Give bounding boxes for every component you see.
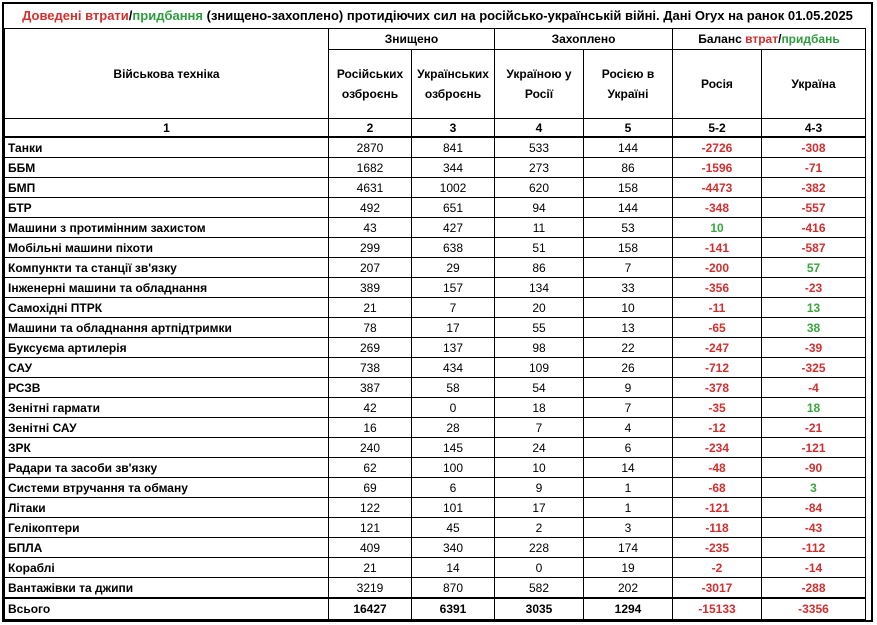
balance-russia-cell: -141 xyxy=(673,238,762,258)
header-ukrainian-arms: Українських озброєнь xyxy=(412,50,495,119)
column-number: 5-2 xyxy=(673,119,762,138)
russian-destroyed-cell: 78 xyxy=(329,318,412,338)
balance-ukraine-cell: -39 xyxy=(762,338,866,358)
column-number: 2 xyxy=(329,119,412,138)
russian-destroyed-cell: 409 xyxy=(329,538,412,558)
title-losses: Доведені втрати xyxy=(22,8,129,23)
captured-by-russia-cell: 6 xyxy=(584,438,673,458)
ukrainian-destroyed-cell: 137 xyxy=(412,338,495,358)
equipment-name: Буксуєма артилерія xyxy=(5,338,329,358)
balance-russia-cell: -48 xyxy=(673,458,762,478)
captured-by-ukraine-cell: 7 xyxy=(495,418,584,438)
table-row xyxy=(5,538,866,558)
balance-ukraine-cell: -71 xyxy=(762,158,866,178)
ukrainian-destroyed-cell: 58 xyxy=(412,378,495,398)
captured-by-russia-cell: 1294 xyxy=(584,598,673,620)
russian-destroyed-cell: 16 xyxy=(329,418,412,438)
equipment-name: ЗРК xyxy=(5,438,329,458)
balance-ukraine-cell: -84 xyxy=(762,498,866,518)
ukrainian-destroyed-cell: 427 xyxy=(412,218,495,238)
table-row xyxy=(5,458,866,478)
balance-ukraine-cell: -325 xyxy=(762,358,866,378)
russian-destroyed-cell: 4631 xyxy=(329,178,412,198)
balance-russia-cell: -15133 xyxy=(673,598,762,620)
balance-russia-cell: -3017 xyxy=(673,578,762,599)
equipment-name: Компункти та станції зв'язку xyxy=(5,258,329,278)
balance-ukraine-cell: -587 xyxy=(762,238,866,258)
captured-by-russia-cell: 3 xyxy=(584,518,673,538)
page-title xyxy=(4,4,871,28)
captured-by-russia-cell: 19 xyxy=(584,558,673,578)
title-gains: придбання xyxy=(132,8,203,23)
equipment-name: Мобільні машини піхоти xyxy=(5,238,329,258)
balance-russia-cell: 10 xyxy=(673,218,762,238)
captured-by-ukraine-cell: 54 xyxy=(495,378,584,398)
ukrainian-destroyed-cell: 870 xyxy=(412,578,495,599)
equipment-name: Машини з протимінним захистом xyxy=(5,218,329,238)
ukrainian-destroyed-cell: 6 xyxy=(412,478,495,498)
russian-destroyed-cell: 16427 xyxy=(329,598,412,620)
balance-ukraine-cell: -14 xyxy=(762,558,866,578)
balance-separator: / xyxy=(778,32,782,46)
captured-by-russia-cell: 158 xyxy=(584,238,673,258)
balance-ukraine-cell: -557 xyxy=(762,198,866,218)
balance-russia-cell: -356 xyxy=(673,278,762,298)
russian-destroyed-cell: 207 xyxy=(329,258,412,278)
captured-by-ukraine-cell: 20 xyxy=(495,298,584,318)
captured-by-russia-cell: 174 xyxy=(584,538,673,558)
balance-russia-cell: -118 xyxy=(673,518,762,538)
ukrainian-destroyed-cell: 340 xyxy=(412,538,495,558)
balance-russia-cell: -12 xyxy=(673,418,762,438)
ukrainian-destroyed-cell: 0 xyxy=(412,398,495,418)
balance-ukraine-cell: -4 xyxy=(762,378,866,398)
column-number: 4 xyxy=(495,119,584,138)
equipment-name: Кораблі xyxy=(5,558,329,578)
ukrainian-destroyed-cell: 434 xyxy=(412,358,495,378)
captured-by-russia-cell: 7 xyxy=(584,258,673,278)
table-row xyxy=(5,318,866,338)
captured-by-ukraine-cell: 533 xyxy=(495,137,584,158)
balance-prefix: Баланс xyxy=(698,32,746,46)
balance-russia-cell: -712 xyxy=(673,358,762,378)
ukrainian-destroyed-cell: 17 xyxy=(412,318,495,338)
column-number: 1 xyxy=(5,119,329,138)
equipment-name: САУ xyxy=(5,358,329,378)
russian-destroyed-cell: 62 xyxy=(329,458,412,478)
balance-ukraine-cell: 38 xyxy=(762,318,866,338)
table-body xyxy=(5,137,866,620)
column-number: 4-3 xyxy=(762,119,866,138)
russian-destroyed-cell: 299 xyxy=(329,238,412,258)
equipment-name: БТР xyxy=(5,198,329,218)
balance-ukraine-cell: -288 xyxy=(762,578,866,599)
russian-destroyed-cell: 389 xyxy=(329,278,412,298)
total-row xyxy=(5,598,866,620)
russian-destroyed-cell: 42 xyxy=(329,398,412,418)
equipment-name: Самохідні ПТРК xyxy=(5,298,329,318)
balance-gains: придбань xyxy=(781,32,840,46)
captured-by-ukraine-cell: 109 xyxy=(495,358,584,378)
balance-ukraine-cell: -121 xyxy=(762,438,866,458)
captured-by-russia-cell: 10 xyxy=(584,298,673,318)
balance-russia-cell: -234 xyxy=(673,438,762,458)
ukrainian-destroyed-cell: 29 xyxy=(412,258,495,278)
table-row xyxy=(5,378,866,398)
captured-by-russia-cell: 14 xyxy=(584,458,673,478)
captured-by-ukraine-cell: 3035 xyxy=(495,598,584,620)
balance-ukraine-cell: 13 xyxy=(762,298,866,318)
table-row xyxy=(5,478,866,498)
balance-ukraine-cell: 3 xyxy=(762,478,866,498)
captured-by-ukraine-cell: 18 xyxy=(495,398,584,418)
balance-ukraine-cell: -21 xyxy=(762,418,866,438)
balance-ukraine-cell: -43 xyxy=(762,518,866,538)
equipment-name: Зенітні САУ xyxy=(5,418,329,438)
equipment-name: Машини та обладнання артпідтримки xyxy=(5,318,329,338)
header-destroyed: Знищено xyxy=(329,29,495,50)
captured-by-ukraine-cell: 86 xyxy=(495,258,584,278)
captured-by-russia-cell: 144 xyxy=(584,198,673,218)
equipment-name: БМП xyxy=(5,178,329,198)
russian-destroyed-cell: 122 xyxy=(329,498,412,518)
balance-russia-cell: -68 xyxy=(673,478,762,498)
spreadsheet xyxy=(2,2,873,622)
header-equipment: Військова техніка xyxy=(5,29,329,119)
captured-by-ukraine-cell: 98 xyxy=(495,338,584,358)
russian-destroyed-cell: 269 xyxy=(329,338,412,358)
table-row xyxy=(5,358,866,378)
balance-russia-cell: -2726 xyxy=(673,137,762,158)
captured-by-russia-cell: 13 xyxy=(584,318,673,338)
balance-russia-cell: -2 xyxy=(673,558,762,578)
captured-by-ukraine-cell: 51 xyxy=(495,238,584,258)
captured-by-ukraine-cell: 620 xyxy=(495,178,584,198)
table-row xyxy=(5,438,866,458)
captured-by-russia-cell: 158 xyxy=(584,178,673,198)
column-number: 3 xyxy=(412,119,495,138)
russian-destroyed-cell: 738 xyxy=(329,358,412,378)
table-row xyxy=(5,398,866,418)
ukrainian-destroyed-cell: 638 xyxy=(412,238,495,258)
table-row xyxy=(5,498,866,518)
balance-russia-cell: -11 xyxy=(673,298,762,318)
russian-destroyed-cell: 21 xyxy=(329,298,412,318)
header-captured-by-russia: Росією в Україні xyxy=(584,50,673,119)
equipment-name: БПЛА xyxy=(5,538,329,558)
balance-russia-cell: -121 xyxy=(673,498,762,518)
ukrainian-destroyed-cell: 6391 xyxy=(412,598,495,620)
equipment-name: Гелікоптери xyxy=(5,518,329,538)
balance-ukraine-cell: 18 xyxy=(762,398,866,418)
equipment-name: Всього xyxy=(5,598,329,620)
russian-destroyed-cell: 387 xyxy=(329,378,412,398)
russian-destroyed-cell: 121 xyxy=(329,518,412,538)
table-row xyxy=(5,198,866,218)
ukrainian-destroyed-cell: 344 xyxy=(412,158,495,178)
captured-by-ukraine-cell: 94 xyxy=(495,198,584,218)
equipment-name: Інженерні машини та обладнання xyxy=(5,278,329,298)
equipment-name: Літаки xyxy=(5,498,329,518)
captured-by-ukraine-cell: 17 xyxy=(495,498,584,518)
table-row xyxy=(5,218,866,238)
captured-by-ukraine-cell: 55 xyxy=(495,318,584,338)
balance-ukraine-cell: -308 xyxy=(762,137,866,158)
ukrainian-destroyed-cell: 651 xyxy=(412,198,495,218)
captured-by-ukraine-cell: 582 xyxy=(495,578,584,599)
russian-destroyed-cell: 240 xyxy=(329,438,412,458)
russian-destroyed-cell: 21 xyxy=(329,558,412,578)
balance-ukraine-cell: -416 xyxy=(762,218,866,238)
balance-russia-cell: -65 xyxy=(673,318,762,338)
table-row xyxy=(5,338,866,358)
column-number-row xyxy=(5,119,866,138)
header-balance-russia: Росія xyxy=(673,50,762,119)
table-row xyxy=(5,278,866,298)
ukrainian-destroyed-cell: 145 xyxy=(412,438,495,458)
table-row xyxy=(5,298,866,318)
captured-by-russia-cell: 1 xyxy=(584,498,673,518)
column-number: 5 xyxy=(584,119,673,138)
equipment-name: ББМ xyxy=(5,158,329,178)
russian-destroyed-cell: 3219 xyxy=(329,578,412,599)
equipment-name: РСЗВ xyxy=(5,378,329,398)
captured-by-ukraine-cell: 11 xyxy=(495,218,584,238)
captured-by-ukraine-cell: 2 xyxy=(495,518,584,538)
balance-ukraine-cell: -3356 xyxy=(762,598,866,620)
equipment-name: Зенітні гармати xyxy=(5,398,329,418)
captured-by-russia-cell: 22 xyxy=(584,338,673,358)
balance-ukraine-cell: -112 xyxy=(762,538,866,558)
table-row xyxy=(5,418,866,438)
ukrainian-destroyed-cell: 841 xyxy=(412,137,495,158)
title-rest: (знищено-захоплено) протидіючих сил на російсько-українській війні. Дані Oryx на ранок 01.05.2025 xyxy=(203,8,853,23)
captured-by-ukraine-cell: 273 xyxy=(495,158,584,178)
equipment-name: Радари та засоби зв'язку xyxy=(5,458,329,478)
table-row xyxy=(5,578,866,599)
balance-ukraine-cell: -382 xyxy=(762,178,866,198)
equipment-name: Вантажівки та джипи xyxy=(5,578,329,599)
captured-by-russia-cell: 86 xyxy=(584,158,673,178)
balance-russia-cell: -348 xyxy=(673,198,762,218)
russian-destroyed-cell: 43 xyxy=(329,218,412,238)
captured-by-ukraine-cell: 0 xyxy=(495,558,584,578)
equipment-name: Танки xyxy=(5,137,329,158)
captured-by-russia-cell: 9 xyxy=(584,378,673,398)
captured-by-russia-cell: 33 xyxy=(584,278,673,298)
balance-russia-cell: -35 xyxy=(673,398,762,418)
russian-destroyed-cell: 492 xyxy=(329,198,412,218)
table-row xyxy=(5,238,866,258)
captured-by-russia-cell: 202 xyxy=(584,578,673,599)
balance-russia-cell: -235 xyxy=(673,538,762,558)
captured-by-ukraine-cell: 9 xyxy=(495,478,584,498)
ukrainian-destroyed-cell: 157 xyxy=(412,278,495,298)
ukrainian-destroyed-cell: 28 xyxy=(412,418,495,438)
equipment-name: Системи втручання та обману xyxy=(5,478,329,498)
header-captured: Захоплено xyxy=(495,29,673,50)
captured-by-russia-cell: 144 xyxy=(584,137,673,158)
title-separator: / xyxy=(128,8,133,23)
table-row xyxy=(5,158,866,178)
russian-destroyed-cell: 2870 xyxy=(329,137,412,158)
balance-russia-cell: -378 xyxy=(673,378,762,398)
captured-by-russia-cell: 53 xyxy=(584,218,673,238)
russian-destroyed-cell: 1682 xyxy=(329,158,412,178)
balance-russia-cell: -200 xyxy=(673,258,762,278)
header-balance xyxy=(673,29,866,50)
ukrainian-destroyed-cell: 1002 xyxy=(412,178,495,198)
table-row xyxy=(5,178,866,198)
balance-ukraine-cell: -90 xyxy=(762,458,866,478)
header-russian-arms: Російських озброєнь xyxy=(329,50,412,119)
balance-ukraine-cell: -23 xyxy=(762,278,866,298)
ukrainian-destroyed-cell: 7 xyxy=(412,298,495,318)
ukrainian-destroyed-cell: 14 xyxy=(412,558,495,578)
captured-by-russia-cell: 4 xyxy=(584,418,673,438)
captured-by-ukraine-cell: 24 xyxy=(495,438,584,458)
balance-russia-cell: -247 xyxy=(673,338,762,358)
ukrainian-destroyed-cell: 100 xyxy=(412,458,495,478)
header-balance-ukraine: Україна xyxy=(762,50,866,119)
balance-russia-cell: -4473 xyxy=(673,178,762,198)
captured-by-ukraine-cell: 134 xyxy=(495,278,584,298)
balance-losses: втрат xyxy=(745,32,779,46)
table-row xyxy=(5,137,866,158)
captured-by-ukraine-cell: 10 xyxy=(495,458,584,478)
balance-russia-cell: -1596 xyxy=(673,158,762,178)
losses-table xyxy=(4,28,866,620)
balance-ukraine-cell: 57 xyxy=(762,258,866,278)
russian-destroyed-cell: 69 xyxy=(329,478,412,498)
ukrainian-destroyed-cell: 101 xyxy=(412,498,495,518)
table-row xyxy=(5,518,866,538)
captured-by-ukraine-cell: 228 xyxy=(495,538,584,558)
ukrainian-destroyed-cell: 45 xyxy=(412,518,495,538)
table-row xyxy=(5,258,866,278)
captured-by-russia-cell: 7 xyxy=(584,398,673,418)
table-row xyxy=(5,558,866,578)
captured-by-russia-cell: 26 xyxy=(584,358,673,378)
header-captured-by-ukraine: Україною у Росії xyxy=(495,50,584,119)
captured-by-russia-cell: 1 xyxy=(584,478,673,498)
